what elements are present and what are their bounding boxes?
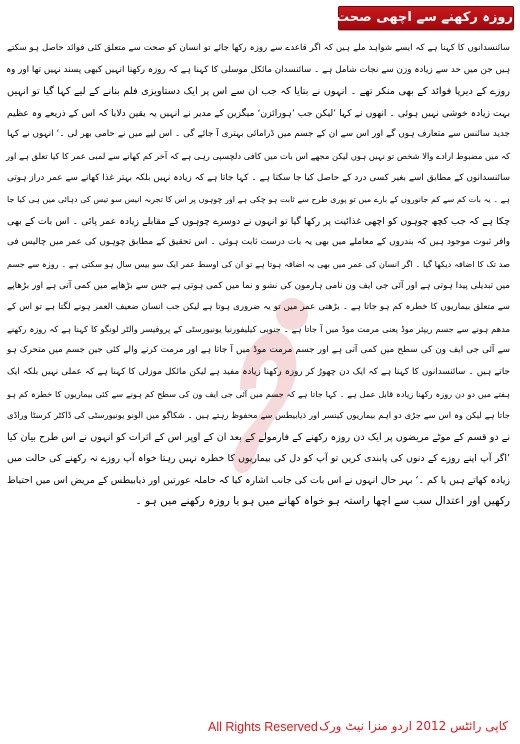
- paragraph-line: رکھیں اور اعتدال سب سے اچھا راستہ ہو خواہ کھانے میں ہو یا روزہ رکھنے میں ہو ۔: [135, 495, 510, 508]
- footer-rights: All Rights Reserved: [208, 720, 318, 734]
- paragraph-line: جاتے ہیں ۔ سائنسدانوں کا کہنا ہے کہ ایک دن چھوڑ کر روزہ رکھنا زیادہ مفید ہے لیکن مائکل موزلی کا کہنا ہے کہ عملی نہیں بلکہ ایک: [7, 366, 510, 377]
- paragraph-line: چکا ہے کہ جب کچھ چوہوں کو اچھی غذائیت پر رکھا گیا تو انہوں نے دوسرے چوہوں کے مقابلے زیادہ عمر پائی ۔ اس بات کے بھی: [7, 215, 510, 227]
- paragraph-line: سائنسدانوں کے مطابق اسے بغیر کسی درد کے حاصل کیا جا سکتا ہے ۔ کہا جاتا ہے کہ زیادہ نہیں بلکہ بہتر غذا کھانے سے عمر دراز ہوتی: [7, 172, 510, 183]
- paragraph-line: جدید سائنس سے متعارف ہوں گے اور اس سے ان کے جسم میں ڈرامائی بہتری آ جائے گی ۔ اس لیے میں نے حامی بھر لی ۔‘ انہوں نے کہا: [7, 129, 510, 140]
- footer-copyright: کاپی رائٹس 2012 اردو منزا نیٹ ورک: [319, 719, 508, 733]
- paragraph-line: سے متعلق بیماریوں کا خطرہ کم ہو جاتا ہے ۔ بڑھتی عمر میں تو یہ ضروری ہوتا ہے لیکن جب انسان ضعیف العمر ہونے لگتا ہے تو اس کے: [7, 302, 510, 313]
- paragraph-line: روزے کے دیرپا فوائد کے بھی منکر تھے ۔ انہوں نے بتایا کہ جب ان سے اس پر ایک دستاویزی فلم بنانے کے لیے کہا گیا تو انہیں: [7, 86, 510, 98]
- paragraph-line: ہفتے میں دو دن روزہ رکھنا زیادہ قابل عمل ہے ۔ کہا جاتا ہے کہ جسم میں آئی جی ایف ون کی سطح کم ہونے سے کئی بیماریوں کا خطرہ کم ہو: [7, 388, 510, 399]
- paragraph-line: کہ میں مضبوط ارادے والا شخص تو نہیں ہوں لیکن مجھے اس بات میں کافی دلچسپی رہی ہے کہ آخر کم کھانے سے لمبی عمر کا کیا تعلق ہے اور: [5, 150, 510, 161]
- paragraph-line: ہے ۔ یہ بات کم سے کم جانوروں کے بارے میں تو پوری طرح سے ثابت ہو چکی ہے اور چوہوں پر اس کا تجربہ انیس سو تیس کی دہائی میں ہی کیا جا: [7, 195, 510, 205]
- paragraph-line: سائنسدانوں کا کہنا ہے کہ ایسے شواہد ملے ہیں کہ اگر قاعدے سے روزہ رکھا جائے تو انسان کو صحت سے متعلق کئی فوائد حاصل ہو سکتے: [7, 43, 510, 53]
- paragraph-line: ’اگر آپ اپنے روزے کے دنوں کی پابندی کریں تو آپ کو دل کی بیماریوں کا خطرہ نہیں رہتا خواہ آپ روزے نہ رکھنے کی حالت میں: [7, 453, 510, 465]
- footer: [0, 716, 520, 738]
- paragraph-line: سے آئی جی ایف ون کی سطح میں کمی آتی ہے اور جسم مرمت موڈ میں آ جاتا ہے اور مرمت کرنے والے کئی جین جسم میں متحرک ہو: [7, 345, 510, 356]
- paragraph-line: وافر ثبوت موجود ہیں کہ بندروں کے معاملے میں بھی یہ بات درست ثابت ہوئی ۔ اس تحقیق کے مطابق چوہوں کی عمر میں چالیس فی: [7, 237, 510, 248]
- paragraph-line: زیادہ کھاتے ہیں یا کم ۔‘ بہر حال انہوں نے اس بات کی جانب اشارہ کیا کہ حاملہ عورتیں اور ذیابیطس کے مریض اس میں احتیاط: [7, 474, 510, 486]
- paragraph-line: نے دو قسم کے موٹے مریضوں پر ایک دن روزہ رکھنے کے فارمولے کے بعد ان کے اوپر اس کے اثرات کو انہوں نے اس طرح بیان کیا: [7, 431, 510, 443]
- paragraph-line: بہت زیادہ خوشی نہیں ہوئی ۔ انھوں نے کہا ’لیکن جب ’ہورائزن‘ میگزین کے مدیر نے انہیں یہ یقین دلایا کہ اس کے ذریعے وہ عظیم: [7, 107, 510, 119]
- article-body: [7, 38, 510, 513]
- paragraph-line: مدھم ہونے سے جسم ریپئر موڈ یعنی مرمت موڈ میں آ جاتا ہے ۔ جنوبی کیلیفورنیا یونیورسٹی کے پروفیسر والٹر لونگو کا کہنا ہے کہ روزہ رکھنے: [7, 323, 510, 334]
- article-title: روزہ رکھنے سے اچھی صحت، عمر درازی: [338, 6, 514, 30]
- paragraph-line: ہیں جن میں حد سے زیادہ وزن سے نجات شامل ہے ۔ سائنسدان مائکل موسلی کا کہنا ہے کہ روزہ رکھنا انہیں کبھی پسند نہیں تھا اور وہ: [5, 64, 510, 75]
- paragraph-line: صد تک کا اضافہ دیکھا گیا ۔ اگر انسان کی عمر میں بھی یہ اضافہ ہوتا ہے تو ان کی اوسط عمر ایک سو بیس سال ہو سکتی ہے ۔ روزہ سے جسم: [7, 258, 510, 269]
- paragraph-line: میں تبدیلی پیدا ہوتی ہے اور آئی جی ایف ون نامی ہارمون کی نشو و نما میں کمی ہوتی ہے جس سے بڑھاپے میں کمی آتی ہے اور بڑھاپے: [7, 280, 510, 291]
- paragraph-line: جاتا ہے لیکن وہ اس سے جڑی دو اہم بیماریوں کینسر اور ذیابیطس سے محفوظ رہتے ہیں ۔ شکاگو میں الونو یونیورسٹی کی ڈاکٹر کرسٹا وراڈی: [7, 410, 510, 421]
